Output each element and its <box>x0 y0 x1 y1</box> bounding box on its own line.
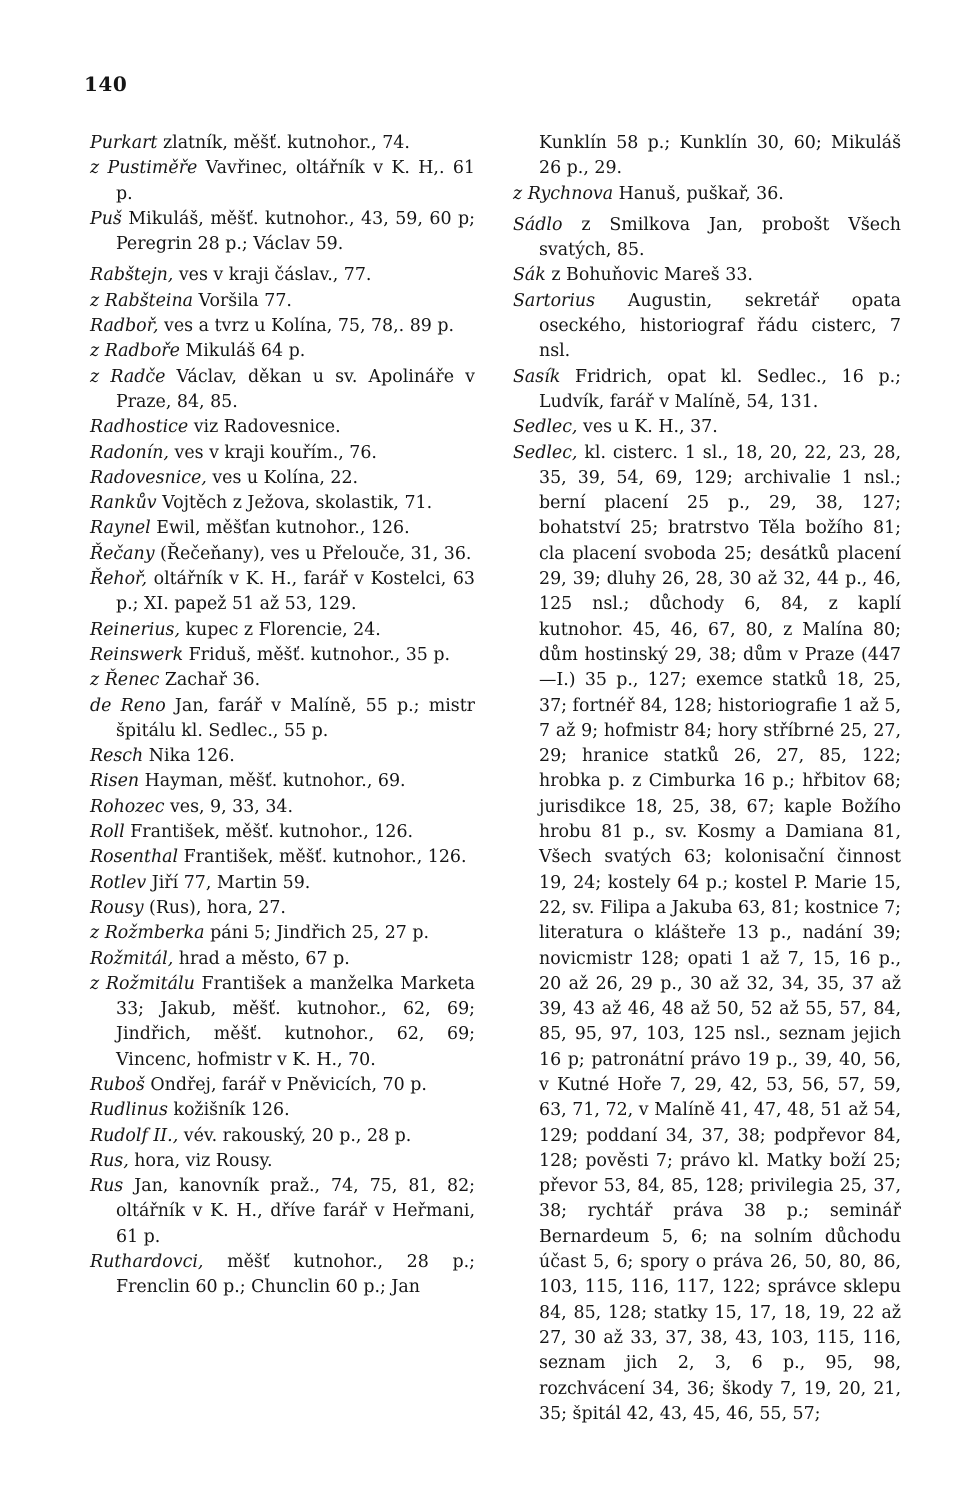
index-entry <box>90 339 475 364</box>
index-entry <box>90 516 475 541</box>
entry-text: vév. rakouský, 20 p., 28 p. <box>178 1125 412 1146</box>
entry-headword: Rožmitál, <box>90 948 174 969</box>
entry-headword: Sedlec, <box>513 442 578 463</box>
index-entry <box>90 972 475 1073</box>
entry-headword: Raynel <box>90 518 151 539</box>
entry-headword: z Rožmitálu <box>90 973 195 994</box>
entry-text: kožišník 126. <box>167 1100 290 1121</box>
index-entry <box>90 1073 475 1098</box>
entry-text: Jan, kanovník praž., 74, 75, 81, 82; oltářník v K. H., dříve farář v Heřmani, 61 p. <box>116 1176 475 1247</box>
entry-headword: z Pustiměře <box>90 158 198 179</box>
entry-headword: Purkart <box>90 133 158 153</box>
entry-text: z Smilkova Jan, probošt Všech svatých, 85. <box>539 214 901 261</box>
entry-headword: Roll <box>90 822 125 843</box>
index-entry <box>90 1174 475 1250</box>
index-entry <box>90 947 475 972</box>
entry-text: ves v kraji kouřím., 76. <box>168 442 377 463</box>
entry-text: Hayman, měšť. kutnohor., 69. <box>139 771 406 792</box>
entry-text: z Bohuňovic Mareš 33. <box>545 265 753 286</box>
entry-text: Fridrich, opat kl. Sedlec., 16 p.; Ludvík, farář v Malíně, 54, 131. <box>539 366 901 412</box>
index-entry <box>513 365 901 416</box>
entry-headword: Řehoř, <box>90 569 147 590</box>
left-column <box>90 131 475 1301</box>
index-entry <box>90 820 475 845</box>
entry-text: Jan, farář v Malíně, 55 p.; mistr špitálu kl. Sedlec., 55 p. <box>116 695 475 741</box>
page-number: 140 <box>84 72 128 96</box>
entry-headword: Radonín, <box>90 442 169 463</box>
entry-text: Ewil, měšťan kutnohor., 126. <box>150 518 410 539</box>
entry-headword: Ruboš <box>90 1074 145 1095</box>
index-entry <box>90 618 475 643</box>
entry-text: (Řečeňany), ves u Přelouče, 31, 36. <box>154 543 472 564</box>
entry-text: Kunklín 58 p.; Kunklín 30, 60; Mikuláš 26 p., 29. <box>539 133 901 179</box>
entry-headword: z Rychnova <box>513 183 614 204</box>
index-entry <box>90 921 475 946</box>
entry-headword: Rotlev <box>90 872 147 893</box>
entry-text: Mikuláš, měšť. kutnohor., 43, 59, 60 p; Peregrin 28 p.; Václav 59. <box>116 208 475 255</box>
entry-headword: de Reno <box>90 695 166 716</box>
index-entry <box>90 415 475 440</box>
index-entry <box>90 491 475 516</box>
entry-headword: Ruthardovci, <box>90 1252 204 1273</box>
entry-headword: z Řenec <box>90 670 160 691</box>
entry-headword: Reinswerk <box>90 644 184 665</box>
index-entry <box>90 1098 475 1123</box>
index-entry <box>90 207 475 258</box>
entry-text: Václav, děkan u sv. Apolináře v Praze, 84, 85. <box>116 366 475 412</box>
entry-headword: Rus <box>90 1176 124 1197</box>
entry-headword: Řečany <box>90 543 155 564</box>
index-entry <box>90 131 475 156</box>
entry-text: viz Radovesnice. <box>188 417 341 438</box>
entry-headword: Radhostice <box>90 417 189 438</box>
index-entry <box>513 213 901 264</box>
entry-text: (Rus), hora, 27. <box>143 897 286 918</box>
entry-text: Voršila 77. <box>193 290 292 311</box>
entry-text: ves a tvrz u Kolína, 75, 78,. 89 p. <box>158 316 455 337</box>
index-entry <box>513 415 901 440</box>
entry-headword: Rus, <box>90 1150 129 1171</box>
index-entry <box>90 694 475 745</box>
entry-text: Vojtěch z Ježova, skolastik, 71. <box>156 493 433 514</box>
entry-text: ves u Kolína, 22. <box>206 467 359 488</box>
entry-headword: Sasík <box>513 366 561 387</box>
entry-text: hrad a město, 67 p. <box>173 948 350 969</box>
index-entry <box>90 466 475 491</box>
entry-text: ves, 9, 33, 34. <box>164 796 294 817</box>
entry-headword: Sartorius <box>513 290 596 311</box>
index-entry <box>90 1250 475 1301</box>
entry-headword: z Rožmberka <box>90 923 205 944</box>
entry-headword: Resch <box>90 746 144 767</box>
right-column <box>513 131 901 1427</box>
index-entry <box>90 365 475 416</box>
index-entry <box>90 769 475 794</box>
index-entry <box>513 441 901 1428</box>
entry-text: kupec z Florencie, 24. <box>179 619 381 640</box>
index-entry <box>90 567 475 618</box>
entry-headword: Rosenthal <box>90 847 179 868</box>
entry-headword: z Rabšteina <box>90 290 194 311</box>
entry-headword: z Radboře <box>90 341 180 362</box>
index-entry <box>513 289 901 365</box>
index-entry <box>90 289 475 314</box>
index-entry <box>513 263 901 288</box>
entry-headword: Rankův <box>90 493 157 514</box>
entry-text: Jiří 77, Martin 59. <box>146 872 311 893</box>
entry-text: kl. cisterc. 1 sl., 18, 20, 22, 23, 28, 35, 39, 54, 69, 129; archivalie 1 nsl.; berní placení 25 p., 29, 38, 127; bohatství 25; bratrstvo Těla božího 81; cla placení svoboda 25; desátků placení 29, 39; dluhy 26, 28, 30 až 32, 44 p., 46, 125 nsl.; důchody 6, 84, z kaplí kutnohor. 45, 46, 67, 80, z Malína 80; dům hostinský 29, 38; dům v Praze (447—I.) 35 p., 127; exemce statků 18, 25, 37; fortnéř 84, 128; historiografie 1 až 5, 7 až 9; hofmistr 84; hory stříbrné 25, 27, 29; hranice statků 26, 27, 85, 122; hrobka p. z Cimburka 16 p.; hřbitov 68; jurisdikce 18, 25, 38, 67; kaple Božího hrobu 81 p., sv. Kosmy a Damiana 81, Všech svatých 63; kolonisační činnost 19, 24; kostely 64 p.; kostel P. Marie 15, 22, sv. Filipa a Jakuba 63, 81; kostnice 7; literatura o klášteře 13 p., nadání 39; novicmistr 128; opati 1 až 7, 15, 16 p., 20 až 26, 29 p., 30 až 32, 34, 35, 37 až 39, 43 až 46, 48 až 50, 52 až 55, 57, 84, 85, 95, 97, 103, 125 nsl., seznam jejich 16 p; patronátní právo 19 p., 39, 40, 56, v Kutné Hoře 7, 29, 42, 53, 56, 57, 59, 63, 71, 72, v Malíně 41, 47, 48, 51 až 54, 129; poddaní 34, 37, 38; podpřevor 84, 128; pověsti 7; právo kl. Matky boží 25; převor 53, 84, 85, 128; privilegia 25, 37, 38; rychtář práva 38 p.; seminář Bernardeum 5, 6; na solním důchodu účast 5, 6; spory o práva 26, 50, 80, 86, 103, 115, 116, 117, 122; správce sklepu 84, 85, 128; statky 15, 17, 18, 19, 22 až 27, 30 až 33, 37, 38, 43, 103, 115, 116, seznam jich 2, 3, 6 p., 95, 98, rozchvácení 34, 36; škody 7, 19, 20, 21, 35; špitál 42, 43, 45, 46, 55, 57; <box>539 442 901 1424</box>
entry-text: páni 5; Jindřich 25, 27 p. <box>204 923 430 944</box>
entry-text: ves u K. H., 37. <box>577 417 718 438</box>
index-entry <box>90 156 475 207</box>
entry-text: měšť kutnohor., 28 p.; Frenclin 60 p.; Chunclin 60 p.; Jan <box>116 1252 475 1298</box>
entry-headword: z Radče <box>90 366 166 387</box>
entry-text: Mikuláš 64 p. <box>179 341 306 362</box>
entry-text: oltářník v K. H., farář v Kostelci, 63 p.; XI. papež 51 až 53, 129. <box>116 569 475 615</box>
entry-headword: Radovesnice, <box>90 467 207 488</box>
index-entry <box>90 1149 475 1174</box>
entry-text: Zachař 36. <box>159 670 261 691</box>
index-entry <box>90 896 475 921</box>
index-entry <box>90 263 475 288</box>
entry-text: František a manželka Marketa 33; Jakub, měšť. kutnohor., 62, 69; Jindřich, měšť. kutnohor., 62, 69; Vincenc, hofmistr v K. H., 70. <box>116 973 475 1070</box>
entry-text: ves v kraji čáslav., 77. <box>173 265 372 286</box>
entry-text: František, měšť. kutnohor., 126. <box>178 847 467 868</box>
entry-text: zlatník, měšť. kutnohor., 74. <box>157 133 410 153</box>
index-entry <box>90 871 475 896</box>
entry-text: František, měšť. kutnohor., 126. <box>124 822 414 843</box>
entry-headword: Sák <box>513 265 546 286</box>
entry-headword: Reinerius, <box>90 619 180 640</box>
index-entry <box>90 441 475 466</box>
entry-headword: Risen <box>90 771 140 792</box>
entry-text: Friduš, měšť. kutnohor., 35 p. <box>183 644 451 665</box>
index-entry <box>90 845 475 870</box>
entry-text: hora, viz Rousy. <box>128 1150 273 1171</box>
index-entry <box>90 795 475 820</box>
entry-headword: Rohozec <box>90 796 165 817</box>
index-entry <box>90 542 475 567</box>
entry-text: Nika 126. <box>143 746 235 767</box>
entry-text: Vavřinec, oltářník v K. H,. 61 p. <box>116 158 475 204</box>
entry-headword: Rudolf II., <box>90 1125 179 1146</box>
entry-headword: Rousy <box>90 897 144 918</box>
index-entry <box>513 182 901 207</box>
index-entry <box>90 1124 475 1149</box>
entry-text: Augustin, sekretář opata oseckého, historiograf řádu cisterc, 7 nsl. <box>539 290 901 362</box>
entry-headword: Sádlo <box>513 214 563 235</box>
index-entry <box>513 131 901 182</box>
index-entry <box>90 668 475 693</box>
entry-headword: Rabštejn, <box>90 265 174 286</box>
entry-text: Hanuš, puškař, 36. <box>613 183 784 204</box>
index-entry <box>90 314 475 339</box>
entry-headword: Sedlec, <box>513 417 578 438</box>
index-entry <box>90 744 475 769</box>
index-entry <box>90 643 475 668</box>
entry-headword: Rudlinus <box>90 1100 168 1121</box>
entry-headword: Radboř, <box>90 316 159 337</box>
entry-headword: Puš <box>90 208 122 229</box>
entry-text: Ondřej, farář v Pněvicích, 70 p. <box>144 1074 427 1095</box>
